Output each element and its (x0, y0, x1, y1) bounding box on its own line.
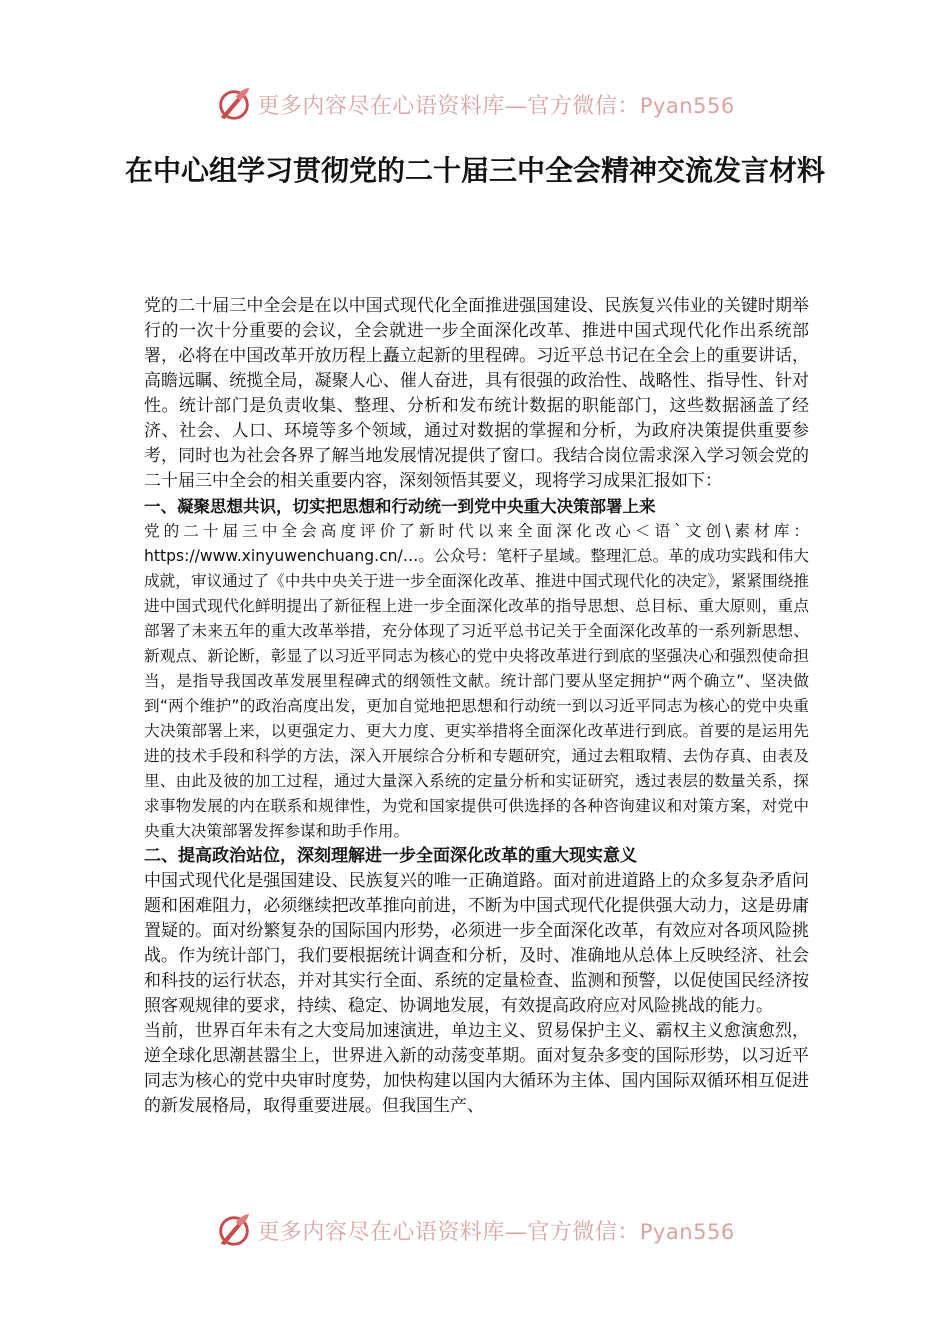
section-1-paragraph: 党的二十届三中全会高度评价了新时代以来全面深化改心＜语`文创\素材库：https://www.xinyuwenchuang.cn/…。公众号：笔杆子星域。整理汇总。革的成功实践和伟大成就，审议通过了《中共中央关于进一步全面深化改革、推进中国式现代化的决定》，紧紧围绕推进中国式现代化鲜明提出了新征程上进一步全面深化改革的指导思想、总目标、重大原则，重点部署了未来五年的重大改革举措，充分体现了习近平总书记关于全面深化改革的一系列新思想、新观点、新论断，彰显了以习近平同志为核心的党中央将改革进行到底的坚强决心和强烈使命担当，是指导我国改革发展里程碑式的纲领性文献。统计部门要从坚定拥护“两个确立”、坚决做到“两个维护”的政治高度出发，更加自觉地把思想和行动统一到以习近平同志为核心的党中央重大决策部署上来，以更强定力、更大力度、更实举措将全面深化改革进行到底。首要的是运用先进的技术手段和科学的方法，深入开展综合分析和专题研究，通过去粗取精、去伪存真、由表及里、由此及彼的加工过程，通过大量深入系统的定量分析和实证研究，透过表层的数量关系，探求事物发展的内在联系和规律性，为党和国家提供可供选择的各种咨询建议和对策方案，对党中央重大决策部署发挥参谋和助手作用。 (144, 522, 809, 840)
banner-wechat-id: Pyan556 (639, 93, 735, 118)
document-body (144, 294, 809, 1119)
section-1-heading: 一、凝聚思想共识，切实把思想和行动统一到党中央重大决策部署上来 (144, 497, 656, 516)
document-title: 在中心组学习贯彻党的二十届三中全会精神交流发言材料 (124, 154, 825, 187)
banner-wechat-id: Pyan556 (639, 1219, 735, 1244)
section-2-heading: 二、提高政治站位，深刻理解进一步全面深化改革的重大现实意义 (144, 846, 637, 866)
intro-paragraph: 党的二十届三中全会是在以中国式现代化全面推进强国建设、民族复兴伟业的关键时期举行的一次十分重要的会议，全会就进一步全面深化改革、推进中国式现代化作出系统部署，必将在中国改革开放历程上矗立起新的里程碑。习近平总书记在全会上的重要讲话，高瞻远瞩、统揽全局，凝聚人心、催人奋进，具有很强的政治性、战略性、指导性、针对性。统计部门是负责收集、整理、分析和发布统计数据的职能部门，这些数据涵盖了经济、社会、人口、环境等多个领域，通过对数据的掌握和分析，为政府决策提供重要参考，同时也为社会各界了解当地发展情况提供了窗口。我结合岗位需求深入学习领会党的二十届三中全会的相关重要内容，深刻领悟其要义，现将学习成果汇报如下： (144, 296, 809, 491)
section-2-paragraph-2: 当前，世界百年未有之大变局加速演进，单边主义、贸易保护主义、霸权主义愈演愈烈，逆全球化思潮甚嚣尘上，世界进入新的动荡变革期。面对复杂多变的国际形势，以习近平同志为核心的党中央审时度势，加快构建以国内大循环为主体、国内国际双循环相互促进的新发展格局，取得重要进展。但我国生产、 (144, 1021, 809, 1116)
banner-text: 更多内容尽在心语资料库—官方微信：Pyan556 (257, 1219, 735, 1245)
banner-text: 更多内容尽在心语资料库—官方微信：Pyan556 (257, 93, 735, 119)
section-2-paragraph-1: 中国式现代化是强国建设、民族复兴的唯一正确道路。面对前进道路上的众多复杂矛盾问题和困难阻力，必须继续把改革推向前进，不断为中国式现代化提供强大动力，这是毋庸置疑的。面对纷繁复杂的国际国内形势，必须进一步全面深化改革，有效应对各项风险挑战。作为统计部门，我们要根据统计调查和分析，及时、准确地从总体上反映经济、社会和科技的运行状态，并对其实行全面、系统的定量检查、监测和预警，以促使国民经济按照客观规律的要求，持续、稳定、协调地发展，有效提高政府应对风险挑战的能力。 (144, 871, 809, 1016)
quill-logo-icon (215, 85, 253, 123)
quill-logo-icon (215, 1211, 253, 1249)
header-banner (0, 82, 950, 126)
footer-banner (0, 1208, 950, 1252)
